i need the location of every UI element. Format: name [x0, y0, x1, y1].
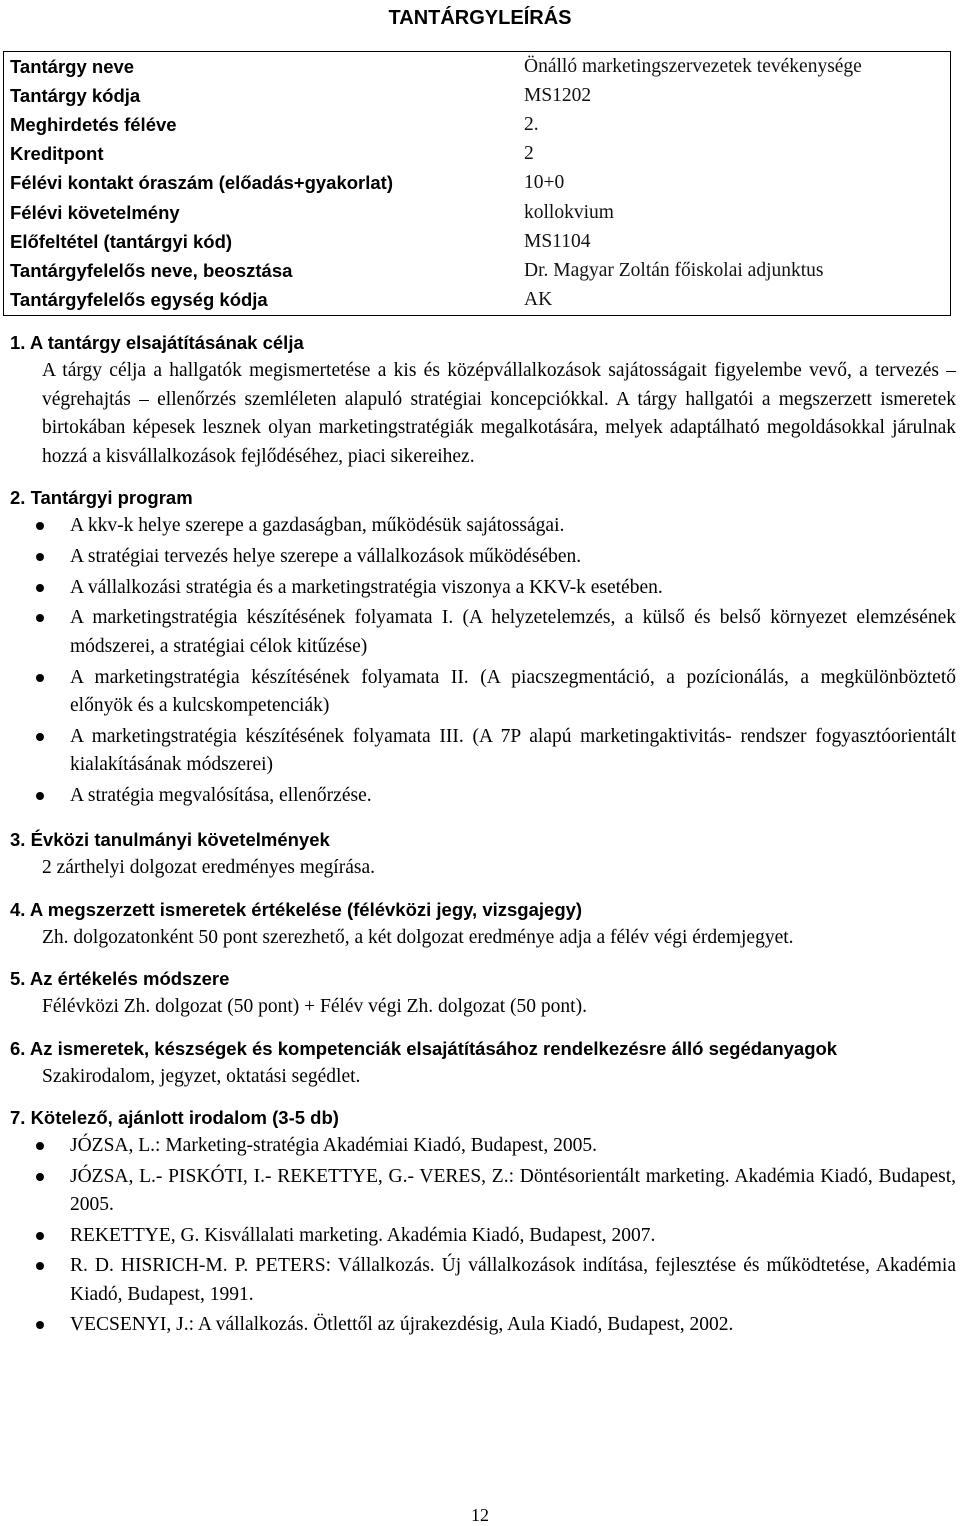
list-item-text: A marketingstratégia készítésének folyamata I. (A helyzetelemzés, a külső és belső környezet elemzésének módszerei, a stratégiai célok kitűzése)	[70, 607, 956, 657]
section-text: Szakirodalom, jegyzet, oktatási segédlet.	[42, 1065, 361, 1087]
section-goal	[10, 328, 956, 471]
info-row	[4, 169, 951, 198]
info-row	[4, 52, 951, 82]
list-item-text: A kkv-k helye szerepe a gazdaságban, működésük sajátosságai.	[70, 515, 565, 536]
list-item	[70, 1163, 956, 1220]
list-item	[70, 1222, 956, 1251]
list-item-text: VECSENYI, J.: A vállalkozás. Ötlettől az újrakezdésig, Aula Kiadó, Budapest, 2002.	[70, 1314, 734, 1336]
bullet-icon	[36, 792, 44, 800]
info-label: Kreditpont	[10, 143, 104, 165]
section-heading: 3. Évközi tanulmányi követelmények	[10, 829, 330, 851]
list-item-text: A vállalkozási stratégia és a marketingstratégia viszonya a KKV-k esetében.	[70, 576, 663, 598]
info-value: 2	[524, 143, 534, 165]
info-value: kollokvium	[524, 201, 614, 223]
section-heading: 7. Kötelező, ajánlott irodalom (3-5 db)	[10, 1107, 339, 1129]
list-item	[70, 723, 956, 780]
info-row	[4, 110, 951, 139]
literature-list	[10, 1132, 956, 1340]
info-label: Félévi követelmény	[10, 201, 180, 223]
info-label: Félévi kontakt óraszám (előadás+gyakorlat)	[10, 172, 393, 194]
bullet-icon	[36, 733, 44, 741]
section-heading: 6. Az ismeretek, készségek és kompetenciák elsajátításához rendelkezésre álló segédanyagok	[10, 1037, 838, 1059]
info-label: Tantárgyfelelős egység kódja	[10, 289, 268, 311]
bullet-icon	[36, 1173, 44, 1181]
section-literature	[10, 1103, 956, 1340]
bullet-icon	[36, 674, 44, 682]
list-item	[70, 782, 956, 811]
section-heading: 4. A megszerzett ismeretek értékelése (félévközi jegy, vizsgajegy)	[10, 898, 583, 920]
info-label: Tantárgy kódja	[10, 84, 141, 106]
program-list	[10, 512, 956, 811]
info-row	[4, 198, 951, 227]
list-item	[70, 543, 956, 572]
info-row	[4, 227, 951, 256]
section-method	[10, 964, 956, 1022]
info-value: Önálló marketingszervezetek tevékenysége	[524, 55, 862, 77]
list-item-text: A marketingstratégia készítésének folyamata II. (A piacszegmentáció, a pozícionálás, a megkülönböztető előnyök és a kulcskompetenciák)	[70, 666, 956, 717]
section-requirements	[10, 825, 956, 883]
bullet-icon	[36, 522, 44, 530]
list-item	[70, 1311, 956, 1340]
info-row	[4, 140, 951, 169]
list-item-text: A stratégiai tervezés helye szerepe a vállalkozások működésében.	[70, 545, 582, 567]
info-label: Meghirdetés féléve	[10, 113, 177, 135]
section-text: Zh. dolgozatonként 50 pont szerezhető, a két dolgozat eredménye adja a félév végi érdemjegyet.	[42, 926, 794, 948]
bullet-icon	[36, 553, 44, 561]
document-title: TANTÁRGYLEÍRÁS	[388, 7, 572, 29]
list-item-text: A marketingstratégia készítésének folyamata III. (A 7P alapú marketingaktivitás- rendszer fogyasztóorientált kialakításának módszerei)	[70, 725, 956, 776]
info-value: MS1104	[524, 230, 591, 252]
section-heading: 5. Az értékelés módszere	[10, 968, 230, 990]
section-text: Félévközi Zh. dolgozat (50 pont) + Félév végi Zh. dolgozat (50 pont).	[42, 996, 587, 1018]
list-item	[70, 512, 956, 541]
info-label: Tantárgyfelelős neve, beosztása	[10, 259, 293, 281]
section-assessment	[10, 895, 956, 953]
bullet-icon	[36, 1262, 44, 1270]
section-text: 2 zárthelyi dolgozat eredményes megírása.	[42, 857, 375, 879]
bullet-icon	[36, 584, 44, 592]
section-heading: 1. A tantárgy elsajátításának célja	[10, 332, 304, 353]
bullet-icon	[36, 1232, 44, 1240]
info-label: Tantárgy neve	[10, 55, 135, 77]
bullet-icon	[36, 614, 44, 622]
section-materials	[10, 1034, 956, 1092]
info-value: AK	[524, 289, 553, 311]
bullet-icon	[36, 1321, 44, 1329]
list-item-text: JÓZSA, L.- PISKÓTI, I.- REKETTYE, G.- VERES, Z.: Döntésorientált marketing. Akadémia Kiadó, Budapest, 2005.	[70, 1165, 956, 1216]
list-item-text: REKETTYE, G. Kisvállalati marketing. Akadémia Kiadó, Budapest, 2007.	[70, 1224, 656, 1246]
info-value: 10+0	[524, 172, 565, 194]
page-number: 12	[471, 1505, 489, 1525]
list-item-text: A stratégia megvalósítása, ellenőrzése.	[70, 785, 372, 807]
section-text: A tárgy célja a hallgatók megismertetése a kis és középvállalkozások sajátosságait figyelembe vevő, a tervezés – végrehajtás – ellenőrzés szemléleten alapuló stratégiai koncepciókkal. A tárgy hallgatói a megszerzett ismeretek birtokában képesek lesznek olyan marketingstratégiák megalkotására, melyek adaptálható megoldásokkal járulnak hozzá a kisvállalkozások fejlődéséhez, piaci sikereihez.	[42, 360, 956, 467]
bullet-icon	[36, 1142, 44, 1150]
section-heading: 2. Tantárgyi program	[10, 487, 193, 508]
info-label: Előfeltétel (tantárgyi kód)	[10, 230, 233, 252]
info-row	[4, 81, 951, 110]
info-value: Dr. Magyar Zoltán főiskolai adjunktus	[524, 259, 824, 281]
list-item	[70, 1252, 956, 1309]
course-info-table	[3, 51, 951, 316]
info-value: MS1202	[524, 84, 592, 106]
info-row	[4, 286, 951, 316]
info-value: 2.	[524, 113, 539, 135]
list-item	[70, 664, 956, 721]
info-row	[4, 256, 951, 285]
list-item	[70, 604, 956, 661]
list-item	[70, 1132, 956, 1161]
document-body	[10, 328, 956, 1342]
list-item-text: JÓZSA, L.: Marketing-stratégia Akadémiai Kiadó, Budapest, 2005.	[70, 1135, 597, 1157]
list-item-text: R. D. HISRICH-M. P. PETERS: Vállalkozás. Új vállalkozások indítása, fejlesztése és működtetése, Akadémia Kiadó, Budapest, 1991.	[70, 1255, 956, 1305]
section-program	[10, 483, 956, 811]
list-item	[70, 574, 956, 603]
